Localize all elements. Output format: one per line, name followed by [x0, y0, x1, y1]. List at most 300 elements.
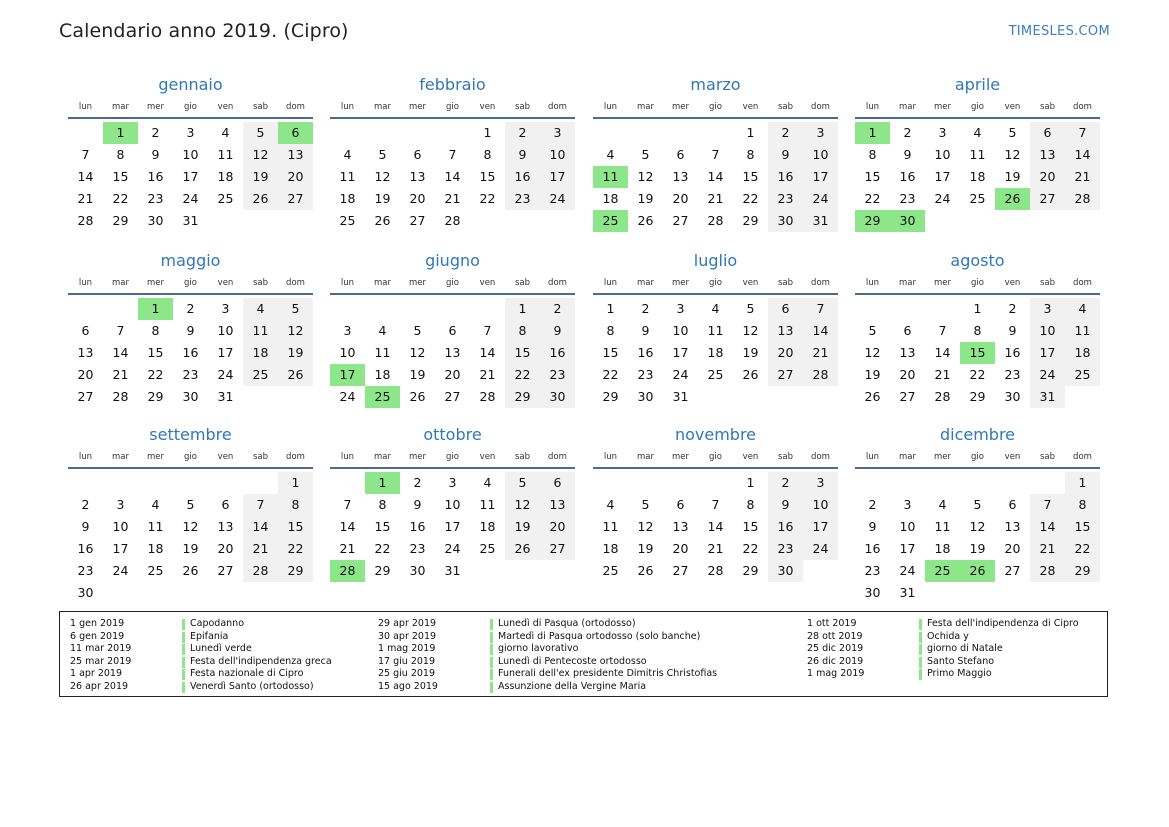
day-cell: 16: [768, 166, 803, 188]
month-marzo: [593, 74, 838, 232]
day-cell: 14: [479, 345, 496, 360]
day-cell: 12: [505, 494, 540, 516]
day-cell: 27: [768, 364, 803, 386]
empty-cell: [593, 122, 628, 144]
day-cell: 9: [151, 147, 160, 162]
holiday-marker: [490, 682, 493, 693]
weekday-label: gio: [709, 102, 722, 112]
holiday-date: 1 mag 2019: [807, 668, 865, 680]
day-cell: 29: [969, 389, 986, 404]
day-cell: 19: [637, 541, 654, 556]
day-cell: 3: [448, 475, 457, 490]
day-cell: 24: [444, 541, 461, 556]
weekday-label: sab: [514, 278, 531, 288]
holiday-day-cell: 1: [855, 122, 890, 144]
day-cell: 6: [676, 497, 685, 512]
day-cell: 22: [969, 367, 986, 382]
day-cell: 7: [81, 147, 90, 162]
empty-cell: [925, 472, 960, 494]
holiday-day-cell: 15: [960, 342, 995, 364]
day-cell: 7: [343, 497, 352, 512]
day-cell: 19: [742, 345, 759, 360]
day-cell: 22: [742, 541, 759, 556]
day-grid: [593, 298, 838, 408]
day-cell: 10: [112, 519, 129, 534]
day-cell: 28: [243, 560, 278, 582]
day-cell: 9: [540, 320, 575, 342]
day-cell: 1: [746, 125, 755, 140]
header-divider: [593, 293, 838, 295]
day-grid: [330, 298, 575, 408]
weekday-label: gio: [971, 278, 984, 288]
day-cell: 4: [378, 323, 387, 338]
holiday-day-cell: 1: [365, 472, 400, 494]
weekday-label: mer: [671, 278, 689, 288]
day-cell: 31: [803, 210, 838, 232]
day-grid: [330, 472, 575, 582]
weekday-label: lun: [865, 278, 880, 288]
weekday-label: gio: [184, 102, 197, 112]
weekday-label: lun: [865, 102, 880, 112]
empty-cell: [470, 298, 505, 320]
day-cell: 3: [803, 122, 838, 144]
day-cell: 18: [243, 342, 278, 364]
holiday-marker: [182, 632, 185, 643]
day-cell: 11: [374, 345, 391, 360]
weekday-label: sab: [777, 102, 794, 112]
holiday-marker: [919, 632, 922, 643]
holiday-day-cell: 25: [925, 560, 960, 582]
header-divider: [68, 117, 313, 119]
empty-cell: [68, 122, 103, 144]
holiday-date: 17 giu 2019: [378, 655, 435, 667]
day-cell: 25: [217, 191, 234, 206]
day-cell: 26: [374, 213, 391, 228]
day-cell: 21: [243, 538, 278, 560]
holiday-date: 25 mar 2019: [70, 655, 132, 667]
day-cell: 6: [1008, 497, 1017, 512]
day-cell: 28: [479, 389, 496, 404]
weekday-label: lun: [865, 452, 880, 462]
day-cell: 5: [641, 497, 650, 512]
day-cell: 7: [243, 494, 278, 516]
day-cell: 5: [746, 301, 755, 316]
day-cell: 7: [448, 147, 457, 162]
holiday-marker: [182, 657, 185, 668]
day-cell: 20: [1030, 166, 1065, 188]
empty-cell: [663, 122, 698, 144]
day-cell: 1: [278, 472, 313, 494]
day-cell: 15: [1065, 516, 1100, 538]
day-cell: 21: [934, 367, 951, 382]
legend-row: [60, 656, 332, 669]
holiday-day-cell: 25: [593, 210, 628, 232]
holiday-marker: [919, 619, 922, 630]
day-cell: 6: [768, 298, 803, 320]
day-cell: 14: [112, 345, 129, 360]
day-cell: 30: [77, 585, 94, 600]
day-cell: 27: [1030, 188, 1065, 210]
weekday-label: ven: [479, 452, 496, 462]
weekday-header: [330, 99, 575, 115]
holiday-date: 6 gen 2019: [70, 630, 125, 642]
day-cell: 19: [409, 367, 426, 382]
day-cell: 30: [182, 389, 199, 404]
holiday-name: Assunzione della Vergine Maria: [498, 680, 647, 692]
day-cell: 21: [1065, 166, 1100, 188]
empty-cell: [663, 472, 698, 494]
day-cell: 20: [1004, 541, 1021, 556]
day-cell: 3: [540, 122, 575, 144]
day-grid: [68, 472, 313, 604]
holiday-name: Festa dell'indipendenza greca: [190, 655, 332, 667]
day-cell: 7: [483, 323, 492, 338]
weekday-label: ven: [217, 278, 234, 288]
weekday-header: [855, 99, 1100, 115]
day-cell: 12: [243, 144, 278, 166]
weekday-header: [68, 99, 313, 115]
day-cell: 17: [934, 169, 951, 184]
day-cell: 18: [1065, 342, 1100, 364]
legend-row: [797, 631, 1079, 644]
empty-cell: [593, 472, 628, 494]
legend-column: [368, 618, 717, 694]
holiday-marker: [919, 657, 922, 668]
day-cell: 25: [969, 191, 986, 206]
day-cell: 11: [339, 169, 356, 184]
weekday-label: mer: [408, 278, 426, 288]
day-cell: 21: [1030, 538, 1065, 560]
day-cell: 19: [243, 166, 278, 188]
day-cell: 21: [77, 191, 94, 206]
day-cell: 28: [707, 563, 724, 578]
empty-cell: [173, 472, 208, 494]
month-name: agosto: [950, 251, 1005, 270]
day-cell: 8: [278, 494, 313, 516]
day-cell: 12: [969, 519, 986, 534]
day-cell: 16: [768, 516, 803, 538]
day-cell: 4: [343, 147, 352, 162]
weekday-label: ven: [1004, 102, 1021, 112]
day-cell: 7: [711, 147, 720, 162]
day-cell: 26: [637, 213, 654, 228]
month-name: gennaio: [158, 75, 223, 94]
day-cell: 14: [934, 345, 951, 360]
day-cell: 30: [540, 386, 575, 408]
weekday-label: mar: [112, 102, 129, 112]
holiday-day-cell: 28: [330, 560, 365, 582]
day-cell: 24: [217, 367, 234, 382]
day-cell: 1: [973, 301, 982, 316]
day-cell: 13: [672, 169, 689, 184]
day-grid: [855, 472, 1100, 604]
day-cell: 16: [864, 541, 881, 556]
day-cell: 21: [339, 541, 356, 556]
weekday-header: [330, 275, 575, 291]
empty-cell: [890, 298, 925, 320]
day-cell: 6: [221, 497, 230, 512]
day-cell: 12: [1004, 147, 1021, 162]
weekday-label: mar: [637, 278, 654, 288]
weekday-label: gio: [709, 278, 722, 288]
weekday-label: ven: [742, 102, 759, 112]
day-cell: 17: [444, 519, 461, 534]
day-cell: 2: [768, 122, 803, 144]
legend-row: [797, 656, 1079, 669]
day-cell: 5: [973, 497, 982, 512]
day-cell: 10: [540, 144, 575, 166]
weekday-label: mar: [637, 452, 654, 462]
holiday-name: Martedì di Pasqua ortodosso (solo banche): [498, 630, 701, 642]
weekday-header: [855, 275, 1100, 291]
weekday-label: sab: [1039, 278, 1056, 288]
day-cell: 1: [483, 125, 492, 140]
day-cell: 18: [934, 541, 951, 556]
day-cell: 2: [413, 475, 422, 490]
day-cell: 31: [444, 563, 461, 578]
empty-cell: [960, 472, 995, 494]
day-cell: 16: [182, 345, 199, 360]
day-cell: 1: [606, 301, 615, 316]
weekday-label: mar: [374, 278, 391, 288]
day-cell: 7: [938, 323, 947, 338]
day-cell: 24: [934, 191, 951, 206]
holiday-day-cell: 6: [278, 122, 313, 144]
weekday-header: [68, 275, 313, 291]
day-cell: 10: [899, 519, 916, 534]
day-cell: 16: [77, 541, 94, 556]
day-cell: 7: [803, 298, 838, 320]
day-cell: 24: [112, 563, 129, 578]
day-cell: 9: [903, 147, 912, 162]
day-cell: 14: [444, 169, 461, 184]
month-aprile: [855, 74, 1100, 232]
day-cell: 13: [1004, 519, 1021, 534]
holiday-date: 25 giu 2019: [378, 668, 435, 680]
day-cell: 8: [973, 323, 982, 338]
day-cell: 9: [505, 144, 540, 166]
day-cell: 3: [186, 125, 195, 140]
day-cell: 27: [672, 213, 689, 228]
day-cell: 27: [899, 389, 916, 404]
day-cell: 1: [1065, 472, 1100, 494]
day-cell: 24: [1030, 364, 1065, 386]
day-cell: 22: [112, 191, 129, 206]
holiday-name: Festa dell'indipendenza di Cipro: [927, 618, 1079, 629]
day-cell: 25: [707, 367, 724, 382]
weekday-label: mer: [146, 452, 164, 462]
day-cell: 18: [602, 191, 619, 206]
empty-cell: [925, 298, 960, 320]
day-cell: 2: [768, 472, 803, 494]
day-cell: 11: [147, 519, 164, 534]
legend-row: [60, 668, 332, 681]
day-cell: 15: [278, 516, 313, 538]
weekday-label: ven: [217, 452, 234, 462]
day-cell: 10: [339, 345, 356, 360]
weekday-label: dom: [811, 102, 830, 112]
day-grid: [593, 122, 838, 232]
month-giugno: [330, 250, 575, 408]
holiday-legend: [59, 611, 1108, 697]
day-cell: 18: [969, 169, 986, 184]
weekday-label: dom: [548, 102, 567, 112]
holiday-date: 28 ott 2019: [807, 630, 863, 642]
day-cell: 9: [186, 323, 195, 338]
holiday-name: Primo Maggio: [927, 668, 992, 680]
day-cell: 30: [147, 213, 164, 228]
day-cell: 26: [505, 538, 540, 560]
empty-cell: [330, 298, 365, 320]
day-cell: 16: [1004, 345, 1021, 360]
empty-cell: [628, 472, 663, 494]
day-cell: 27: [672, 563, 689, 578]
holiday-date: 29 apr 2019: [378, 618, 437, 629]
day-cell: 22: [864, 191, 881, 206]
empty-cell: [1030, 472, 1065, 494]
day-cell: 13: [672, 519, 689, 534]
day-cell: 9: [81, 519, 90, 534]
legend-row: [368, 643, 717, 656]
day-cell: 24: [672, 367, 689, 382]
weekday-label: mar: [112, 278, 129, 288]
holiday-marker: [182, 619, 185, 630]
weekday-label: sab: [777, 452, 794, 462]
day-cell: 22: [278, 538, 313, 560]
day-cell: 18: [147, 541, 164, 556]
holiday-name: giorno lavorativo: [498, 643, 579, 655]
day-cell: 30: [768, 560, 803, 582]
site-logo-text[interactable]: TIMESLES.COM: [1008, 24, 1110, 39]
day-cell: 27: [77, 389, 94, 404]
month-luglio: [593, 250, 838, 408]
day-cell: 15: [742, 519, 759, 534]
day-cell: 23: [768, 538, 803, 560]
day-cell: 2: [641, 301, 650, 316]
day-cell: 11: [217, 147, 234, 162]
empty-cell: [330, 472, 365, 494]
day-cell: 22: [505, 364, 540, 386]
day-cell: 28: [934, 389, 951, 404]
day-cell: 10: [803, 494, 838, 516]
day-cell: 29: [278, 560, 313, 582]
day-cell: 16: [637, 345, 654, 360]
day-cell: 27: [540, 538, 575, 560]
weekday-label: dom: [811, 278, 830, 288]
day-cell: 5: [378, 147, 387, 162]
day-cell: 31: [672, 389, 689, 404]
weekday-header: [330, 449, 575, 465]
month-febbraio: [330, 74, 575, 232]
empty-cell: [243, 472, 278, 494]
day-cell: 5: [186, 497, 195, 512]
day-cell: 9: [768, 494, 803, 516]
day-cell: 12: [637, 519, 654, 534]
day-cell: 9: [641, 323, 650, 338]
day-cell: 11: [1065, 320, 1100, 342]
legend-row: [797, 668, 1079, 681]
day-cell: 9: [1008, 323, 1017, 338]
weekday-label: sab: [777, 278, 794, 288]
empty-cell: [855, 298, 890, 320]
weekday-label: dom: [1073, 102, 1092, 112]
holiday-marker: [490, 669, 493, 680]
day-cell: 15: [864, 169, 881, 184]
day-cell: 20: [444, 367, 461, 382]
empty-cell: [995, 472, 1030, 494]
day-cell: 29: [1065, 560, 1100, 582]
weekday-label: gio: [971, 102, 984, 112]
legend-row: [368, 656, 717, 669]
day-grid: [855, 298, 1100, 408]
weekday-label: gio: [446, 102, 459, 112]
holiday-name: Festa nazionale di Cipro: [190, 668, 304, 680]
day-cell: 24: [803, 538, 838, 560]
day-cell: 19: [278, 342, 313, 364]
day-cell: 17: [803, 516, 838, 538]
page-title: Calendario anno 2019. (Cipro): [59, 20, 349, 42]
day-cell: 2: [540, 298, 575, 320]
month-name: marzo: [690, 75, 741, 94]
holiday-marker: [919, 644, 922, 655]
month-maggio: [68, 250, 313, 408]
header-divider: [330, 467, 575, 469]
empty-cell: [628, 122, 663, 144]
day-cell: 17: [1030, 342, 1065, 364]
day-cell: 13: [444, 345, 461, 360]
day-cell: 22: [742, 191, 759, 206]
day-cell: 15: [112, 169, 129, 184]
holiday-marker: [919, 669, 922, 680]
day-cell: 19: [374, 191, 391, 206]
empty-cell: [435, 298, 470, 320]
day-cell: 26: [637, 563, 654, 578]
day-cell: 2: [505, 122, 540, 144]
day-grid: [68, 122, 313, 232]
weekday-label: ven: [479, 102, 496, 112]
day-cell: 21: [479, 367, 496, 382]
day-cell: 15: [374, 519, 391, 534]
day-cell: 29: [742, 213, 759, 228]
weekday-label: mar: [899, 452, 916, 462]
day-cell: 7: [711, 497, 720, 512]
day-cell: 24: [803, 188, 838, 210]
day-cell: 19: [864, 367, 881, 382]
day-cell: 6: [540, 472, 575, 494]
weekday-header: [68, 449, 313, 465]
weekday-label: mer: [408, 102, 426, 112]
day-cell: 20: [217, 541, 234, 556]
weekday-label: mar: [374, 102, 391, 112]
day-cell: 18: [602, 541, 619, 556]
empty-cell: [138, 472, 173, 494]
weekday-label: sab: [1039, 452, 1056, 462]
day-cell: 8: [505, 320, 540, 342]
day-cell: 18: [707, 345, 724, 360]
holiday-day-cell: 17: [330, 364, 365, 386]
day-cell: 25: [147, 563, 164, 578]
empty-cell: [330, 122, 365, 144]
day-cell: 20: [409, 191, 426, 206]
day-cell: 30: [864, 585, 881, 600]
day-cell: 11: [934, 519, 951, 534]
day-cell: 17: [899, 541, 916, 556]
month-name: settembre: [149, 425, 232, 444]
holiday-date: 25 dic 2019: [807, 643, 864, 655]
day-cell: 27: [217, 563, 234, 578]
day-cell: 23: [637, 367, 654, 382]
day-cell: 18: [217, 169, 234, 184]
